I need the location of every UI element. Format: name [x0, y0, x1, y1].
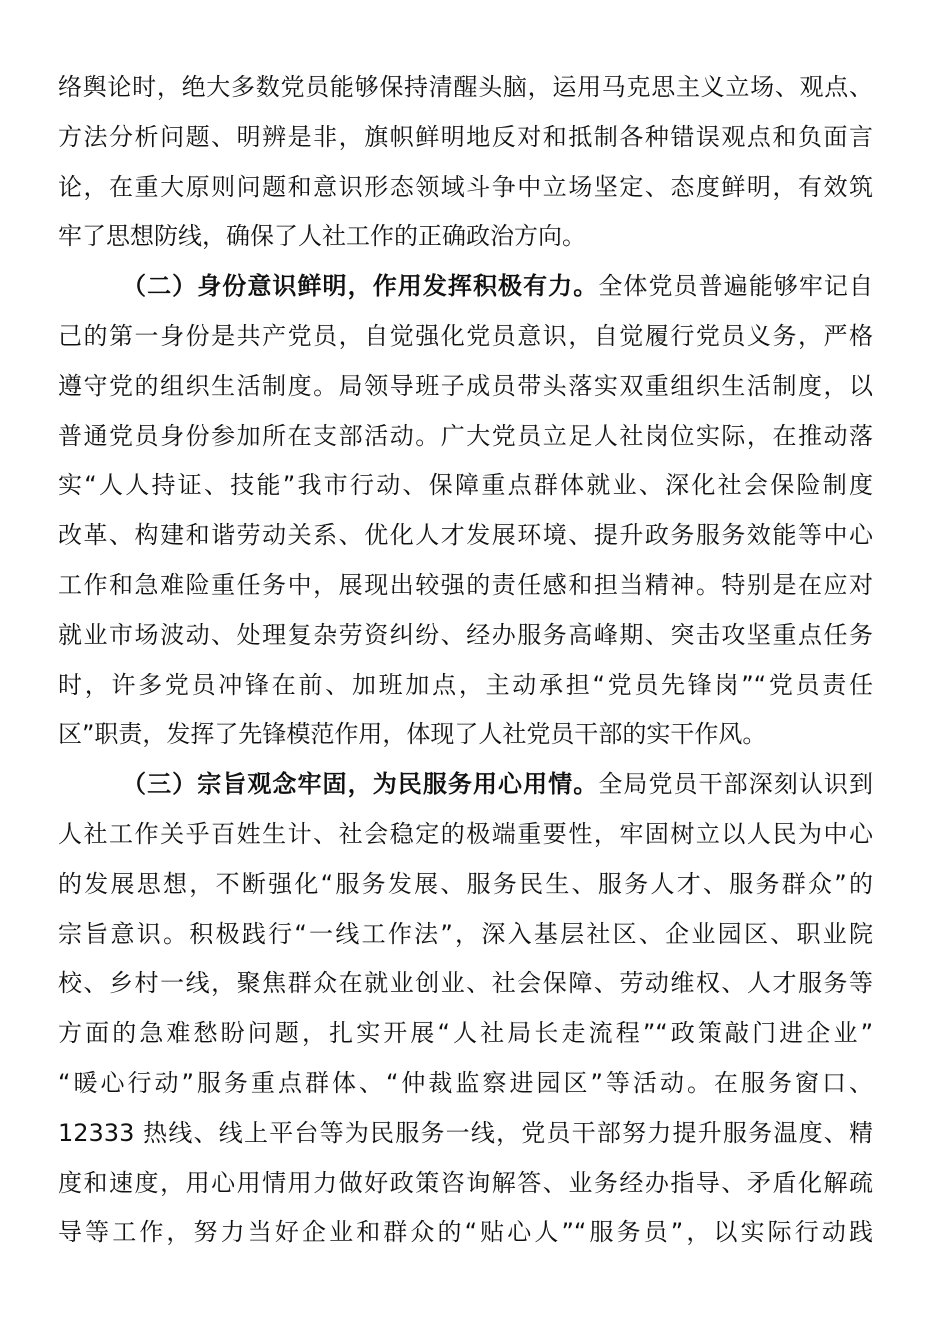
- text-line: 遵守党的组织生活制度。局领导班子成员带头落实双重组织生活制度，以: [58, 371, 873, 400]
- text-line: 方法分析问题、明辨是非，旗帜鲜明地反对和抵制各种错误观点和负面言: [58, 122, 873, 151]
- text-line: 牢了思想防线，确保了人社工作的正确政治方向。: [58, 222, 586, 251]
- text-line: 12333 热线、线上平台等为民服务一线，党员干部努力提升服务温度、精: [58, 1118, 873, 1147]
- text-line: 工作和急难险重任务中，展现出较强的责任感和担当精神。特别是在应对: [58, 570, 873, 599]
- text-line: 人社工作关乎百姓生计、社会稳定的极端重要性，牢固树立以人民为中心: [58, 819, 873, 848]
- text-line: 导等工作，努力当好企业和群众的“贴心人”“服务员”，以实际行动践: [58, 1218, 873, 1247]
- text-line: “暖心行动”服务重点群体、“仲裁监察进园区”等活动。在服务窗口、: [58, 1068, 873, 1097]
- text-line: 区”职责，发挥了先锋模范作用，体现了人社党员干部的实干作风。: [58, 720, 767, 749]
- text-line: 改革、构建和谐劳动关系、优化人才发展环境、提升政务服务效能等中心: [58, 521, 873, 550]
- document-page: [58, 63, 888, 1258]
- text-line: 方面的急难愁盼问题，扎实开展“人社局长走流程”“政策敲门进企业”: [58, 1019, 873, 1048]
- text-line: 普通党员身份参加所在支部活动。广大党员立足人社岗位实际，在推动落: [58, 421, 873, 450]
- text-line: 己的第一身份是共产党员，自觉强化党员意识，自觉履行党员义务，严格: [58, 321, 873, 350]
- section-heading: （二）身份意识鲜明，作用发挥积极有力。: [122, 272, 599, 301]
- text-line: 度和速度，用心用情用力做好政策咨询解答、业务经办指导、矛盾化解疏: [58, 1168, 873, 1197]
- paragraph-identity-awareness: [58, 262, 888, 760]
- text-line: 宗旨意识。积极践行“一线工作法”，深入基层社区、企业园区、职业院: [58, 919, 873, 948]
- text-line: [58, 760, 873, 810]
- text-line: 就业市场波动、处理复杂劳资纠纷、经办服务高峰期、突击攻坚重点任务: [58, 620, 873, 649]
- text-line: 校、乡村一线，聚焦群众在就业创业、社会保障、劳动维权、人才服务等: [58, 969, 873, 998]
- text-line: 论，在重大原则问题和意识形态领域斗争中立场坚定、态度鲜明，有效筑: [58, 172, 873, 201]
- paragraph-continuation: [58, 63, 888, 262]
- text-line: 实“人人持证、技能”我市行动、保障重点群体就业、深化社会保险制度: [58, 471, 873, 500]
- paragraph-service-purpose: [58, 760, 888, 1258]
- text-line: 时，许多党员冲锋在前、加班加点，主动承担“党员先锋岗”“党员责任: [58, 670, 873, 699]
- section-heading: （三）宗旨观念牢固，为民服务用心用情。: [122, 770, 599, 799]
- text-run: 全局党员干部深刻认识到: [598, 770, 873, 799]
- text-line: [58, 262, 873, 312]
- text-line: 络舆论时，绝大多数党员能够保持清醒头脑，运用马克思主义立场、观点、: [58, 73, 873, 101]
- text-line: 的发展思想，不断强化“服务发展、服务民生、服务人才、服务群众”的: [58, 869, 873, 898]
- text-run: 全体党员普遍能够牢记自: [598, 272, 873, 301]
